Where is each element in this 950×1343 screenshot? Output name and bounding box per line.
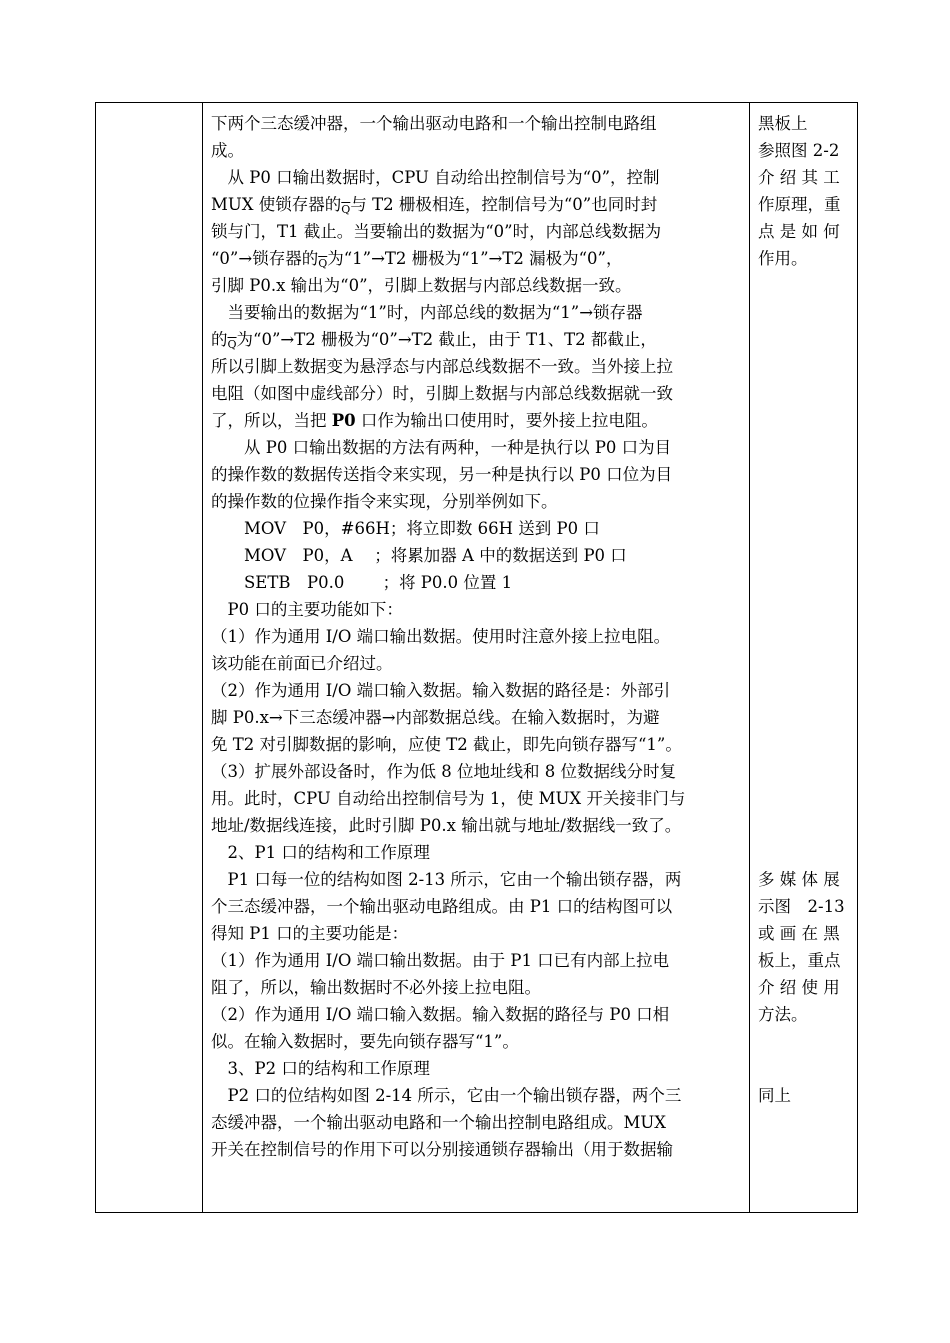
text-line: 得知 P1 口的主要功能是：: [211, 924, 409, 943]
text-line: 电阻（如图中虚线部分）时，引脚上数据与内部总线数据就一致: [211, 384, 673, 403]
text-line: P2 口的位结构如图 2-14 所示，它由一个输出锁存器，两个三: [211, 1086, 682, 1105]
note-line: 示图 2-13: [758, 897, 845, 916]
text-segment: 为“1”→T2 栅极为“1”→T2 漏极为“0”，: [327, 249, 623, 268]
note-line: 介 绍 使 用: [758, 978, 840, 997]
text-line: 脚 P0.x→下三态缓冲器→内部数据总线。在输入数据时，为避: [211, 708, 660, 727]
text-line: 个三态缓冲器，一个输出驱动电路组成。由 P1 口的结构图可以: [211, 897, 673, 916]
note-line: 介 绍 其 工: [758, 168, 840, 187]
text-line: 所以引脚上数据变为悬浮态与内部总线数据不一致。当外接上拉: [211, 357, 673, 376]
note-line: 或 画 在 黑: [758, 924, 840, 943]
text-segment: MUX 使锁存器的: [211, 195, 342, 214]
text-segment: 与 T2 栅极相连，控制信号为“0”也同时封: [350, 195, 658, 214]
text-line: 似。在输入数据时，要先向锁存器写“1”。: [211, 1032, 519, 1051]
text-segment: “0”→锁存器的: [211, 249, 319, 268]
note-line: 方法。: [758, 1005, 808, 1024]
text-line: 下两个三态缓冲器，一个输出驱动电路和一个输出控制电路组: [211, 114, 657, 133]
note-line: 黑板上: [758, 114, 808, 133]
text-line: 的操作数的位操作指令来实现，分别举例如下。: [211, 492, 558, 511]
text-line: 用。此时，CPU 自动给出控制信号为 1，使 MUX 开关接非门与: [211, 789, 686, 808]
text-line: 从 P0 口输出数据时，CPU 自动给出控制信号为“0”，控制: [211, 168, 660, 187]
text-line: 锁与门，T1 截止。当要输出的数据为“0”时，内部总线数据为: [211, 222, 662, 241]
text-segment: 的: [211, 330, 228, 349]
text-line: [211, 247, 623, 273]
text-line: （1）作为通用 I/O 端口输出数据。使用时注意外接上拉电阻。: [211, 627, 671, 646]
note-line: 作原理，重: [758, 195, 841, 214]
text-line: （2）作为通用 I/O 端口输入数据。输入数据的路径与 P0 口相: [211, 1005, 670, 1024]
text-line: [211, 328, 657, 354]
text-line: 2、P1 口的结构和工作原理: [211, 843, 430, 862]
text-segment: 为“0”→T2 栅极为“0”→T2 截止，由于 T1、T2 都截止，: [236, 330, 657, 349]
text-line: 该功能在前面已介绍过。: [211, 654, 393, 673]
text-line: （3）扩展外部设备时，作为低 8 位地址线和 8 位数据线分时复: [211, 762, 676, 781]
text-line: 当要输出的数据为“1”时，内部总线的数据为“1”→锁存器: [211, 303, 643, 322]
text-line: （2）作为通用 I/O 端口输入数据。输入数据的路径是：外部引: [211, 681, 671, 700]
text-line: 态缓冲器，一个输出驱动电路和一个输出控制电路组成。MUX: [211, 1113, 667, 1132]
note-line: 点 是 如 何: [758, 222, 840, 241]
text-line: 地址/数据线连接，此时引脚 P0.x 输出就与地址/数据线一致了。: [211, 816, 682, 835]
text-line: 免 T2 对引脚数据的影响，应使 T2 截止，即先向锁存器写“1”。: [211, 735, 682, 754]
text-line: [211, 193, 657, 219]
column-divider-right: [749, 102, 750, 1213]
text-line: [211, 409, 658, 435]
text-line: 成。: [211, 141, 244, 160]
text-line: MOV P0，#66H；将立即数 66H 送到 P0 口: [211, 519, 600, 538]
column-divider-left: [202, 102, 203, 1213]
text-line: MOV P0，A ；将累加器 A 中的数据送到 P0 口: [211, 546, 627, 565]
text-line: 开关在控制信号的作用下可以分别接通锁存器输出（用于数据输: [211, 1140, 673, 1159]
text-line: 引脚 P0.x 输出为“0”，引脚上数据与内部总线数据一致。: [211, 276, 632, 295]
note-line: 作用。: [758, 249, 808, 268]
text-line: 3、P2 口的结构和工作原理: [211, 1059, 430, 1078]
note-line: 参照图 2-2: [758, 141, 840, 160]
text-line: 的操作数的数据传送指令来实现，另一种是执行以 P0 口位为目: [211, 465, 673, 484]
note-line: 多 媒 体 展: [758, 870, 840, 889]
text-line: P0 口的主要功能如下：: [211, 600, 403, 619]
note-line: 板上，重点: [758, 951, 841, 970]
text-line: P1 口每一位的结构如图 2-13 所示，它由一个输出锁存器，两: [211, 870, 682, 889]
q-bar-symbol: $\overline{Q}$: [318, 257, 328, 270]
note-line: 同上: [758, 1086, 791, 1105]
q-bar-symbol: $\overline{Q}$: [227, 338, 237, 351]
text-line: SETB P0.0 ；将 P0.0 位置 1: [211, 573, 513, 592]
text-segment: 口作为输出口使用时，要外接上拉电阻。: [355, 411, 658, 430]
q-bar-symbol: $\overline{Q}$: [341, 203, 351, 216]
text-segment: 了，所以，当把: [211, 411, 332, 430]
text-line: 阻了，所以，输出数据时不必外接上拉电阻。: [211, 978, 541, 997]
text-line: （1）作为通用 I/O 端口输出数据。由于 P1 口已有内部上拉电: [211, 951, 670, 970]
text-line: 从 P0 口输出数据的方法有两种，一种是执行以 P0 口为目: [211, 438, 672, 457]
bold-term: P0: [331, 411, 356, 430]
